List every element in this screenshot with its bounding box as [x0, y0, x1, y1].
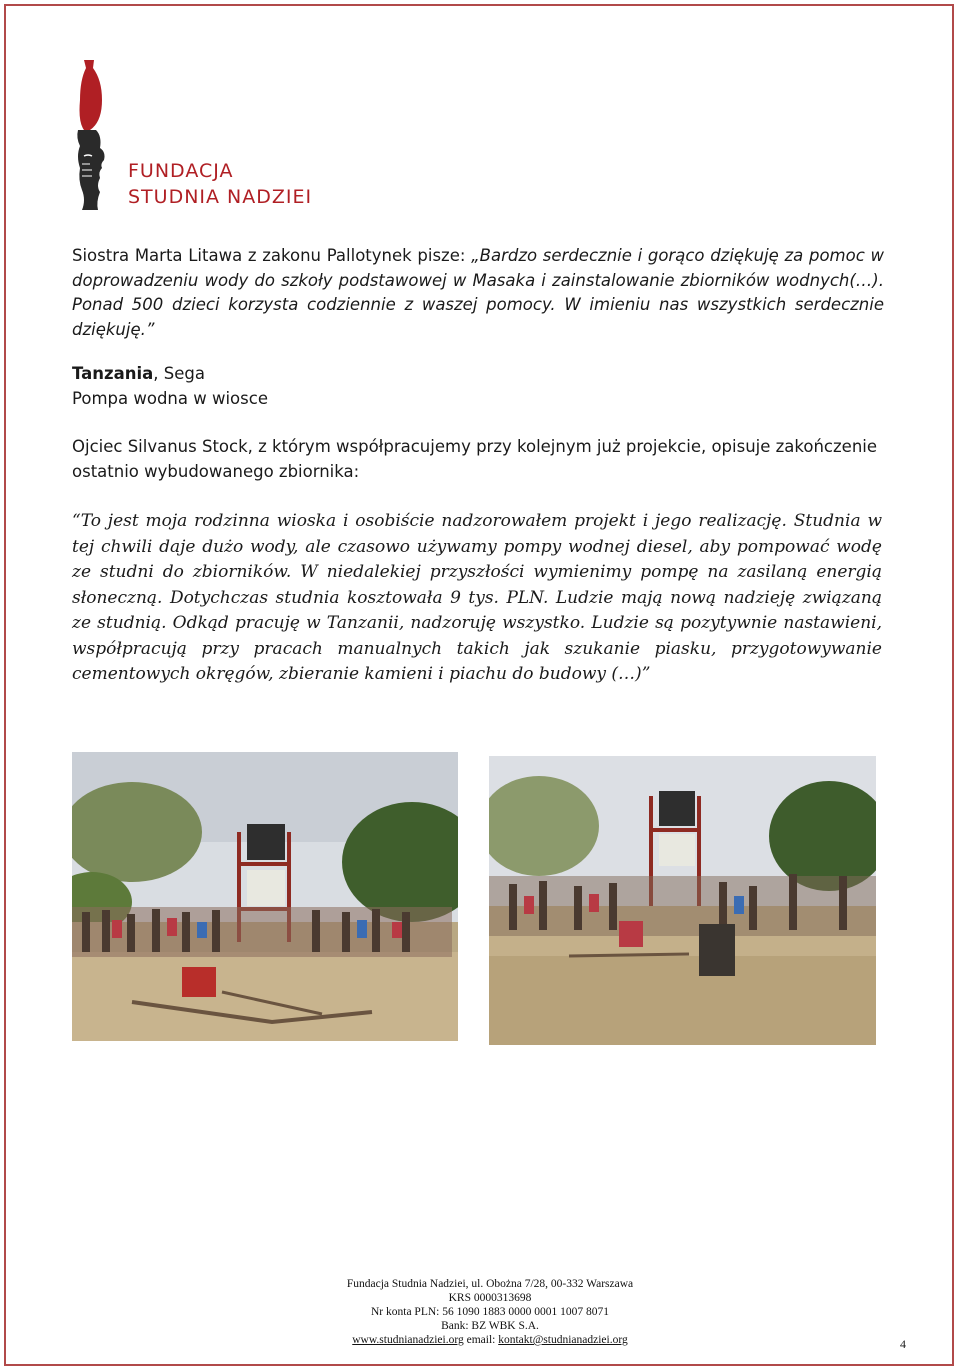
footer-bank: Bank: BZ WBK S.A. — [441, 1320, 539, 1332]
intro-lead: Siostra Marta Litawa z zakonu Pallotynek pisze: — [72, 246, 472, 265]
section-heading — [72, 361, 268, 411]
footer-krs: KRS 0000313698 — [448, 1292, 532, 1304]
email-label: email: — [463, 1334, 499, 1346]
footer-address: Fundacja Studnia Nadziei, ul. Obożna 7/28, 00-332 Warszawa — [346, 1278, 634, 1290]
logo-line-2: STUDNIA NADZIEI — [128, 186, 313, 208]
logo-wordmark — [128, 158, 312, 210]
logo-line-1: FUNDACJA — [128, 160, 234, 182]
photo-water-tower-crowd-1 — [72, 752, 458, 1041]
footer — [280, 1277, 700, 1347]
intro-quote: „Bardzo serdecznie i gorąco dziękuję za pomoc w doprowadzeniu wody do szkoły podstawowej w Masaka i zainstalowanie zbiorników wodnych(…). Ponad 500 dzieci korzysta codziennie z waszej pomocy. W imieniu nas wszystkich serdecznie dziękuję.” — [72, 246, 884, 339]
section-place: , Sega — [153, 364, 205, 383]
section-country: Tanzania — [72, 364, 154, 383]
footer-account: Nr konta PLN: 56 1090 1883 0000 0001 1007 8071 — [371, 1306, 609, 1318]
body-paragraph: Ojciec Silvanus Stock, z którym współpracujemy przy kolejnym już projekcie, opisuje zakończenie ostatnio wybudowanego zbiornika: — [72, 437, 878, 481]
website-link[interactable]: www.studnianadziei.org — [352, 1334, 464, 1346]
intro-paragraph — [72, 244, 884, 342]
logo-figure-icon — [76, 60, 136, 212]
section-subtitle: Pompa wodna w wiosce — [72, 389, 268, 408]
email-link[interactable]: kontakt@studnianadziei.org — [498, 1334, 628, 1346]
photo-water-tower-crowd-2 — [489, 756, 876, 1045]
page-number: 4 — [900, 1337, 906, 1351]
quote-paragraph: “To jest moja rodzinna wioska i osobiście nadzorowałem projekt i jego realizację. Studnia w tej chwili daje dużo wody, ale czasowo używamy pompy wodnej diesel, aby pompować wodę ze studni do zbiorników. W niedalekiej przyszłości wymienimy pompę na zasilaną energią słoneczną. Dotychczas studnia kosztowała 9 tys. PLN. Ludzie mają nową nadzieję związaną ze studnią. Odkąd pracuję w Tanzanii, nadzoruję wszystko. Ludzie są pozytywnie nastawieni, współpracują przy pracach manualnych takich jak szukanie piasku, przygotowywanie cementowych okręgów, zbieranie kamieni i piachu do budowy (…)” — [72, 511, 882, 684]
